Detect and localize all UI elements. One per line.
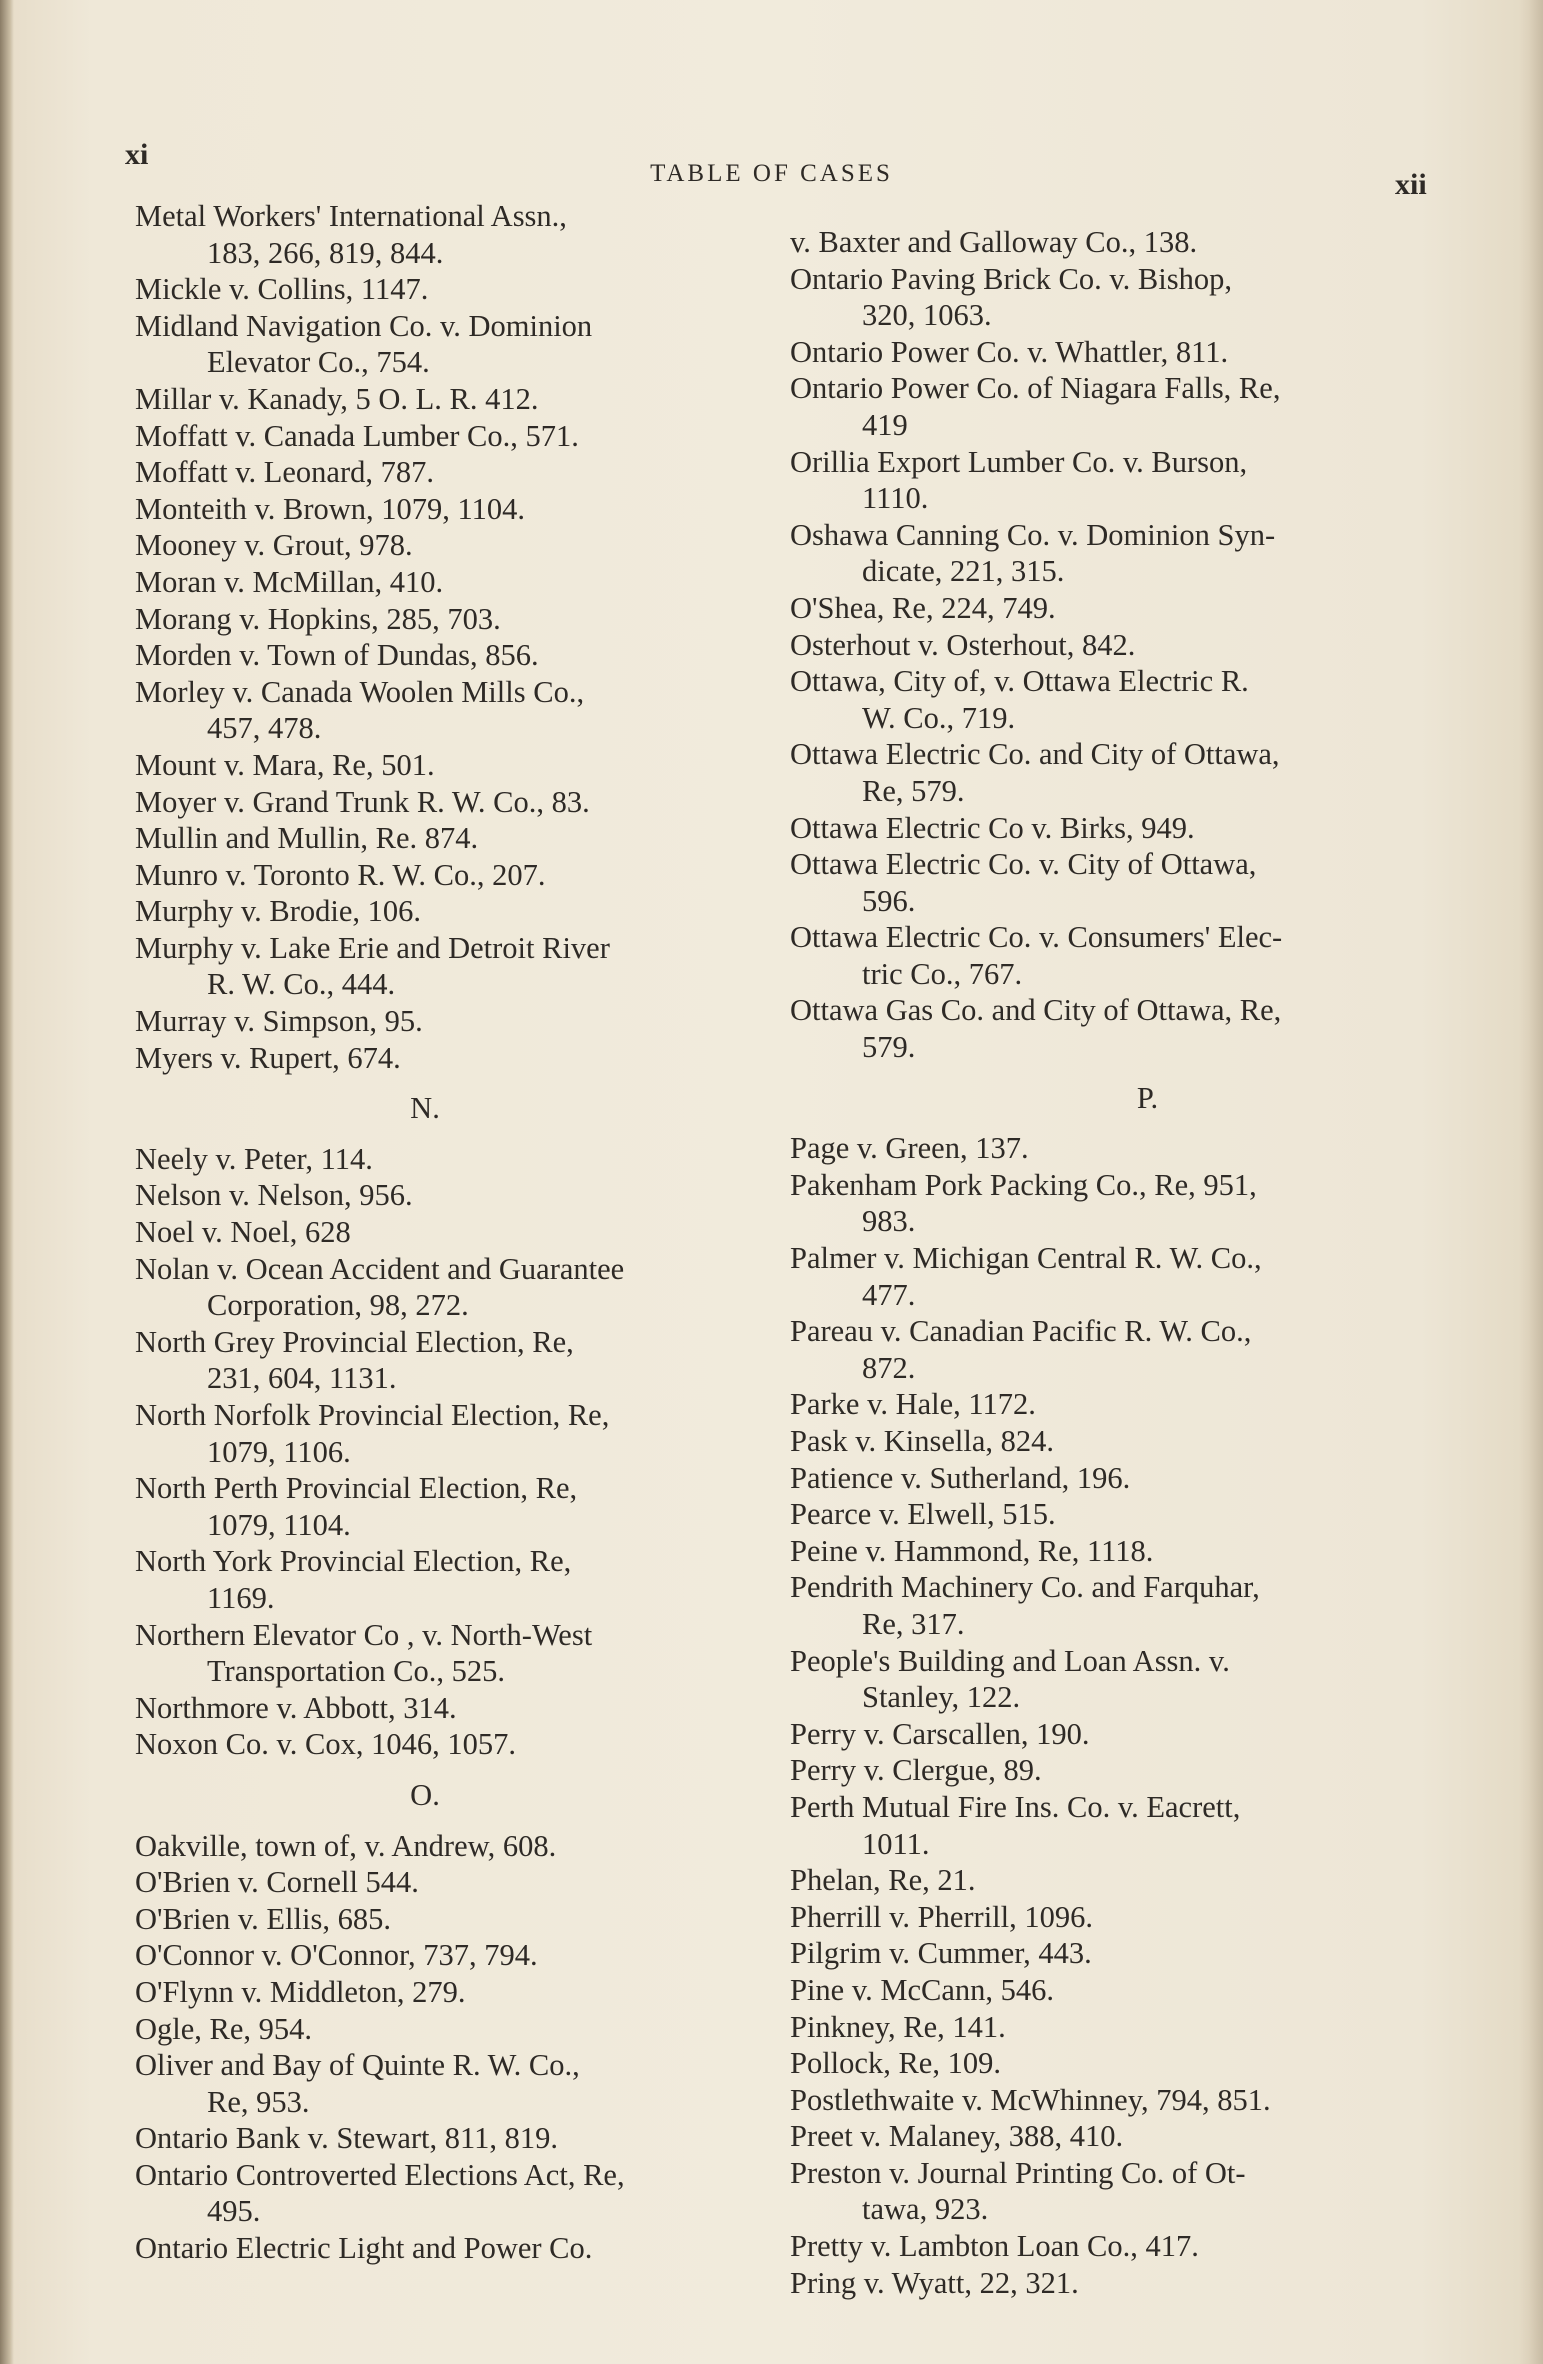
case-name: Peine v. Hammond, Re, 1118. [790, 1533, 1154, 1568]
case-name: Pearce v. Elwell, 515. [790, 1497, 1056, 1532]
case-entry [135, 930, 775, 1003]
case-entry [790, 1313, 1445, 1386]
case-name: Preet v. Malaney, 388, 410. [790, 2119, 1124, 2154]
case-continuation: tawa, 923. [862, 2192, 989, 2227]
case-name: O'Brien v. Cornell 544. [135, 1865, 419, 1900]
case-continuation: Corporation, 98, 272. [207, 1288, 469, 1323]
case-name: Metal Workers' International Assn., [135, 199, 567, 233]
case-name: Oliver and Bay of Quinte R. W. Co., [135, 2048, 580, 2083]
case-name: Mullin and Mullin, Re. 874. [135, 821, 479, 856]
case-entry [135, 1003, 775, 1040]
case-entry [135, 1617, 775, 1690]
case-entry [135, 893, 775, 930]
case-entry [790, 1569, 1445, 1642]
case-continuation: 872. [862, 1350, 916, 1385]
running-title: TABLE OF CASES [650, 160, 893, 187]
case-entry [135, 1177, 775, 1214]
case-name: O'Brien v. Ellis, 685. [135, 1901, 391, 1936]
case-continuation: tric Co., 767. [862, 956, 1023, 991]
case-entry [790, 261, 1445, 334]
case-continuation: 1079, 1104. [207, 1507, 351, 1542]
case-continuation: Transportation Co., 525. [207, 1654, 505, 1689]
case-name: Myers v. Rupert, 674. [135, 1040, 401, 1075]
case-name: People's Building and Loan Assn. v. [790, 1643, 1230, 1678]
case-entry [135, 1690, 775, 1727]
case-entry [790, 224, 1445, 261]
case-name: Ontario Bank v. Stewart, 811, 819. [135, 2121, 558, 2156]
case-continuation: 1011. [862, 1826, 930, 1861]
case-entry [790, 1935, 1445, 1972]
case-name: Morley v. Canada Woolen Mills Co., [135, 674, 585, 709]
case-entry [790, 2265, 1445, 2302]
case-name: Ontario Power Co. of Niagara Falls, Re, [790, 371, 1281, 406]
case-entry [135, 747, 775, 784]
case-entry [790, 1752, 1445, 1789]
case-entry [135, 2047, 775, 2120]
case-entry [135, 527, 775, 564]
case-name: O'Flynn v. Middleton, 279. [135, 1974, 466, 2009]
case-entry [790, 1533, 1445, 1570]
case-name: Ogle, Re, 954. [135, 2011, 313, 2046]
case-continuation: dicate, 221, 315. [862, 554, 1065, 589]
case-name: Nelson v. Nelson, 956. [135, 1178, 413, 1213]
case-continuation: 320, 1063. [862, 298, 992, 333]
case-name: Ontario Power Co. v. Whattler, 811. [790, 334, 1229, 369]
case-name: Pretty v. Lambton Loan Co., 417. [790, 2229, 1199, 2264]
case-continuation: 579. [862, 1030, 916, 1065]
case-name: Pilgrim v. Cummer, 443. [790, 1936, 1092, 1971]
case-continuation: 457, 478. [207, 711, 322, 746]
case-entry [790, 663, 1445, 736]
case-name: Ontario Controverted Elections Act, Re, [135, 2157, 625, 2192]
case-entry [135, 1324, 775, 1397]
case-entry [135, 1214, 775, 1251]
case-name: Pine v. McCann, 546. [790, 1972, 1055, 2007]
case-name: Murphy v. Brodie, 106. [135, 894, 422, 929]
case-continuation: 477. [862, 1277, 916, 1312]
case-entry [790, 2155, 1445, 2228]
case-entry [790, 1460, 1445, 1497]
case-entry [135, 784, 775, 821]
case-entry [135, 857, 775, 894]
case-name: Mount v. Mara, Re, 501. [135, 747, 435, 782]
section-letter: P. [1136, 1080, 1159, 1115]
case-entry [135, 271, 775, 308]
page-gutter-shadow [0, 0, 14, 2364]
case-entry [790, 334, 1445, 371]
case-entry [135, 674, 775, 747]
case-entry [790, 1972, 1445, 2009]
case-entry [135, 1040, 775, 1077]
case-name: Nolan v. Ocean Accident and Guarantee [135, 1251, 625, 1286]
section-letter: O. [410, 1777, 440, 1812]
case-name: Page v. Green, 137. [790, 1131, 1029, 1166]
case-name: Pendrith Machinery Co. and Farquhar, [790, 1570, 1260, 1605]
case-name: Moyer v. Grand Trunk R. W. Co., 83. [135, 784, 590, 819]
case-name: Noxon Co. v. Cox, 1046, 1057. [135, 1727, 516, 1762]
case-name: North Grey Provincial Election, Re, [135, 1324, 574, 1359]
case-entry [135, 1141, 775, 1178]
case-name: Perth Mutual Fire Ins. Co. v. Eacrett, [790, 1789, 1241, 1824]
case-continuation: 596. [862, 883, 916, 918]
case-entry [135, 1937, 775, 1974]
case-name: v. Baxter and Galloway Co., 138. [790, 225, 1198, 259]
case-name: Mickle v. Collins, 1147. [135, 272, 429, 307]
case-entry [135, 2230, 775, 2267]
case-name: Moffatt v. Leonard, 787. [135, 455, 434, 490]
case-continuation: 231, 604, 1131. [207, 1361, 397, 1396]
case-name: Pinkney, Re, 141. [790, 2009, 1006, 2044]
case-name: Monteith v. Brown, 1079, 1104. [135, 491, 525, 526]
case-continuation: 183, 266, 819, 844. [207, 235, 444, 270]
case-entry [790, 1386, 1445, 1423]
left-column [135, 198, 775, 2267]
case-name: Millar v. Kanady, 5 O. L. R. 412. [135, 381, 539, 416]
case-continuation: Re, 579. [862, 773, 965, 808]
case-name: Mooney v. Grout, 978. [135, 528, 413, 563]
case-name: Orillia Export Lumber Co. v. Burson, [790, 444, 1248, 479]
case-entry [135, 2011, 775, 2048]
case-entry [135, 1251, 775, 1324]
case-continuation: 983. [862, 1204, 916, 1239]
case-continuation: 495. [207, 2194, 261, 2229]
case-entry [790, 444, 1445, 517]
case-entry [790, 2009, 1445, 2046]
case-name: Pherrill v. Pherrill, 1096. [790, 1899, 1093, 1934]
case-name: Pakenham Pork Packing Co., Re, 951, [790, 1167, 1257, 1202]
case-name: Pareau v. Canadian Pacific R. W. Co., [790, 1314, 1252, 1349]
case-entry [790, 992, 1445, 1065]
case-entry [135, 1974, 775, 2011]
case-entry [790, 810, 1445, 847]
case-entry [790, 1240, 1445, 1313]
case-entry [135, 820, 775, 857]
case-name: Palmer v. Michigan Central R. W. Co., [790, 1241, 1262, 1276]
case-name: Ottawa Electric Co v. Birks, 949. [790, 810, 1195, 845]
case-entry [790, 1423, 1445, 1460]
case-entry [790, 1862, 1445, 1899]
case-continuation: Stanley, 122. [862, 1680, 1021, 1715]
case-name: Oshawa Canning Co. v. Dominion Syn- [790, 517, 1276, 552]
case-name: Ottawa Electric Co. v. City of Ottawa, [790, 847, 1257, 882]
case-name: Preston v. Journal Printing Co. of Ot- [790, 2155, 1246, 2190]
case-name: Ottawa, City of, v. Ottawa Electric R. [790, 664, 1249, 699]
case-entry [135, 2120, 775, 2157]
case-entry [790, 1496, 1445, 1533]
case-name: Ottawa Electric Co. and City of Ottawa, [790, 737, 1280, 772]
case-entry [790, 517, 1445, 590]
case-entry [790, 2228, 1445, 2265]
case-name: Morden v. Town of Dundas, 856. [135, 638, 539, 673]
case-name: North Perth Provincial Election, Re, [135, 1471, 578, 1506]
case-entry [790, 1716, 1445, 1753]
case-entry [135, 1864, 775, 1901]
case-name: O'Connor v. O'Connor, 737, 794. [135, 1938, 538, 1973]
case-name: North York Provincial Election, Re, [135, 1544, 572, 1579]
case-entry [790, 846, 1445, 919]
case-entry [790, 370, 1445, 443]
case-continuation: Re, 317. [862, 1606, 965, 1641]
case-entry [790, 919, 1445, 992]
page-number-left: xi [125, 138, 149, 171]
case-name: Midland Navigation Co. v. Dominion [135, 308, 593, 343]
case-name: Perry v. Clergue, 89. [790, 1753, 1042, 1788]
case-name: Postlethwaite v. McWhinney, 794, 851. [790, 2082, 1271, 2117]
case-entry [135, 1901, 775, 1938]
case-name: Ottawa Gas Co. and City of Ottawa, Re, [790, 993, 1282, 1028]
case-entry [790, 1789, 1445, 1862]
case-name: Phelan, Re, 21. [790, 1863, 976, 1898]
case-entry [135, 564, 775, 601]
case-entry [135, 637, 775, 674]
case-name: O'Shea, Re, 224, 749. [790, 590, 1056, 625]
case-continuation: 419 [862, 407, 908, 442]
case-name: Pollock, Re, 109. [790, 2046, 1001, 2081]
case-entry [135, 1828, 775, 1865]
case-name: Northmore v. Abbott, 314. [135, 1690, 457, 1725]
case-name: Pring v. Wyatt, 22, 321. [790, 2265, 1079, 2300]
case-continuation: R. W. Co., 444. [207, 967, 396, 1002]
section-letter: N. [410, 1091, 440, 1126]
case-entry [790, 2118, 1445, 2155]
case-name: Munro v. Toronto R. W. Co., 207. [135, 857, 546, 892]
case-name: Osterhout v. Osterhout, 842. [790, 627, 1136, 662]
case-entry [790, 1130, 1445, 1167]
case-continuation: 1079, 1106. [207, 1434, 351, 1469]
case-name: Oakville, town of, v. Andrew, 608. [135, 1828, 557, 1863]
case-entry [135, 454, 775, 491]
case-continuation: W. Co., 719. [862, 700, 1016, 735]
case-name: Moffatt v. Canada Lumber Co., 571. [135, 418, 579, 453]
right-column [790, 224, 1445, 2301]
case-entry [790, 590, 1445, 627]
case-continuation: 1169. [207, 1580, 275, 1615]
case-name: Patience v. Sutherland, 196. [790, 1460, 1131, 1495]
case-entry [135, 418, 775, 455]
case-entry [790, 1643, 1445, 1716]
page-number-right: xii [1395, 168, 1427, 201]
case-name: Northern Elevator Co , v. North-West [135, 1617, 593, 1652]
case-name: Moran v. McMillan, 410. [135, 564, 444, 599]
case-name: Ontario Electric Light and Power Co. [135, 2231, 593, 2266]
case-entry [135, 1470, 775, 1543]
case-name: Parke v. Hale, 1172. [790, 1387, 1036, 1422]
case-continuation: Elevator Co., 754. [207, 345, 430, 380]
case-entry [135, 1543, 775, 1616]
case-entry [135, 1397, 775, 1470]
case-entry [135, 1726, 775, 1763]
case-name: Noel v. Noel, 628 [135, 1215, 351, 1250]
case-continuation: Re, 953. [207, 2084, 310, 2119]
case-entry [790, 736, 1445, 809]
case-name: Morang v. Hopkins, 285, 703. [135, 601, 501, 636]
case-name: Ontario Paving Brick Co. v. Bishop, [790, 261, 1232, 296]
case-name: Murphy v. Lake Erie and Detroit River [135, 930, 610, 965]
case-continuation: 1110. [862, 481, 929, 516]
case-name: Perry v. Carscallen, 190. [790, 1716, 1090, 1751]
case-name: North Norfolk Provincial Election, Re, [135, 1398, 610, 1432]
case-entry [135, 198, 775, 271]
case-entry [790, 2082, 1445, 2119]
case-entry [790, 1899, 1445, 1936]
case-name: Pask v. Kinsella, 824. [790, 1424, 1055, 1458]
case-entry [135, 381, 775, 418]
case-entry [135, 601, 775, 638]
case-entry [135, 491, 775, 528]
case-name: Ottawa Electric Co. v. Consumers' Elec- [790, 920, 1283, 955]
case-entry [790, 2045, 1445, 2082]
case-entry [790, 1167, 1445, 1240]
case-entry [790, 627, 1445, 664]
case-entry [135, 2157, 775, 2230]
case-entry [135, 308, 775, 381]
case-name: Murray v. Simpson, 95. [135, 1004, 423, 1039]
case-name: Neely v. Peter, 114. [135, 1141, 373, 1176]
page-edge [1519, 0, 1543, 2364]
